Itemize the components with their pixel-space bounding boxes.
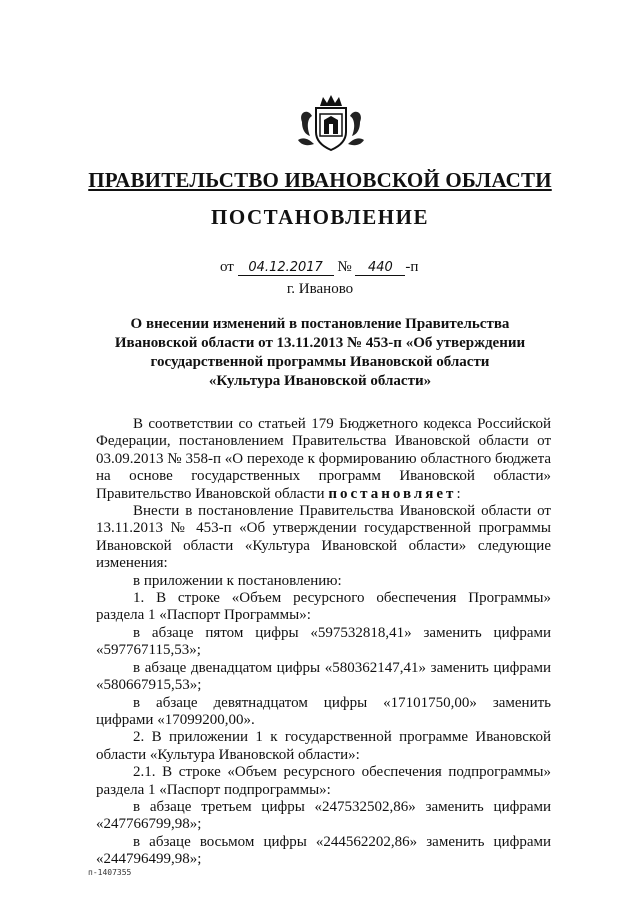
operative-keyword: постановляет (328, 485, 457, 502)
paragraph: в абзаце третьем цифры «247532502,86» заменить цифрами «247766799,98»; (96, 798, 551, 833)
paragraph: 2.1. В строке «Объем ресурсного обеспечения подпрограммы» раздела 1 «Паспорт подпрограммы»: (96, 764, 551, 798)
government-title: ПРАВИТЕЛЬСТВО ИВАНОВСКОЙ ОБЛАСТИ (88, 168, 552, 192)
subject-line: государственной программы Ивановской области (150, 354, 490, 370)
subject-line: «Культура Ивановской области» (208, 373, 432, 389)
subject-line: О внесении изменений в постановление Правительства (130, 316, 510, 332)
subject-line: Ивановской области от 13.11.2013 № 453-п «Об утверждении (114, 335, 526, 351)
document-number: 440 (355, 260, 405, 276)
coat-of-arms-emblem (296, 92, 366, 152)
paragraph: 1. В строке «Объем ресурсного обеспечения Программы» раздела 1 «Паспорт Программы»: (96, 590, 551, 624)
number-label: № (337, 259, 352, 275)
paragraph: в абзаце двенадцатом цифры «580362147,41» заменить цифрами «580667915,53»; (96, 659, 551, 694)
date-value: 04.12.2017 (238, 260, 334, 276)
document-code: п-1407355 (88, 868, 132, 877)
city-line: г. Иваново (286, 281, 354, 297)
date-number-line (220, 259, 418, 276)
document-body (96, 416, 551, 869)
document-subject (100, 315, 540, 391)
paragraph: Внести в постановление Правительства Ивановской области от 13.11.2013 № 453-п «Об утверждении государственной программы Ивановской области «Культура Ивановской области» следующие изменения: (96, 503, 551, 572)
paragraph: в абзаце девятнадцатом цифры «17101750,00» заменить цифрами «17099200,00». (96, 694, 551, 728)
preamble-end: : (456, 485, 461, 502)
paragraph: в абзаце пятом цифры «597532818,41» заменить цифрами «597767115,53»; (96, 624, 551, 659)
paragraph: в приложении к постановлению: (133, 572, 342, 589)
preamble-text: В соответствии со статьей 179 Бюджетного кодекса Российской Федерации, постановлением Правительства Ивановской области от 03.09.2013 № 358-п «О переходе к формированию областного бюджета на основе государственных программ Ивановской области» Правительство Ивановской области (96, 416, 551, 502)
paragraph: в абзаце восьмом цифры «244562202,86» заменить цифрами «244796499,98»; (96, 833, 551, 868)
document-type-title: ПОСТАНОВЛЕНИЕ (211, 205, 429, 229)
paragraph: 2. В приложении 1 к государственной программе Ивановской области «Культура Ивановской области»: (96, 729, 551, 763)
number-suffix: -п (405, 259, 419, 275)
paragraph-preamble (96, 416, 551, 503)
from-label: от (220, 259, 234, 275)
